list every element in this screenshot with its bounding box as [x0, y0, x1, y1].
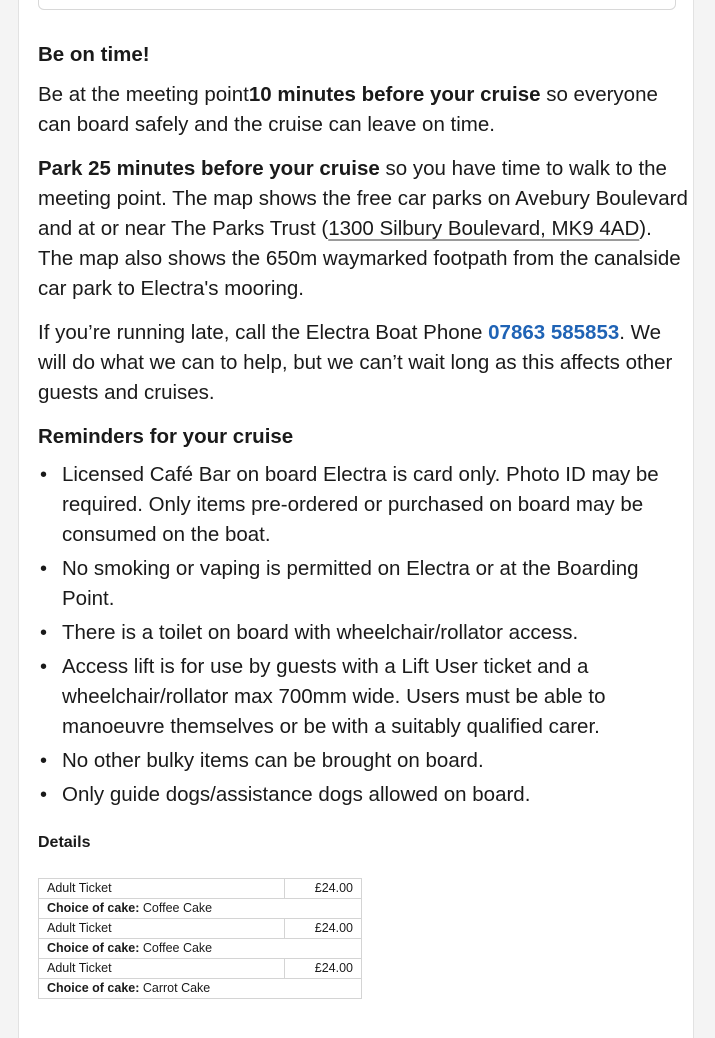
cake-choice-label: Choice of cake:: [47, 981, 140, 995]
bullet-icon: •: [40, 558, 48, 580]
bullet-icon: •: [40, 656, 48, 678]
ticket-price: £24.00: [285, 959, 362, 979]
p1-bold: 10 minutes before your cruise: [248, 83, 541, 106]
ticket-name: Adult Ticket: [39, 919, 285, 939]
reminder-text: No smoking or vaping is permitted on Electra or at the Boarding Point.: [62, 557, 639, 610]
cake-choice: [39, 899, 362, 919]
meeting-point-paragraph: [38, 80, 688, 140]
cake-choice: [39, 979, 362, 999]
ticket-row: [39, 919, 362, 939]
ticket-name: Adult Ticket: [39, 959, 285, 979]
ticket-option-row: [39, 979, 362, 999]
ticket-option-row: [39, 939, 362, 959]
reminder-text: Access lift is for use by guests with a Lift User ticket and a wheelchair/rollator max 700mm wide. Users must be able to manoeuvre themselves or be with a suitably qualified carer.: [62, 655, 606, 738]
ticket-row: [39, 879, 362, 899]
reminders-list: [38, 460, 688, 810]
cake-choice-label: Choice of cake:: [47, 941, 140, 955]
address-link[interactable]: 1300 Silbury Boulevard, MK9 4AD: [328, 217, 640, 240]
p3-text: If you’re running late, call the Electra Boat Phone: [38, 321, 489, 344]
reminder-item: [38, 652, 688, 742]
parking-paragraph: [38, 154, 688, 304]
p2-bold: Park 25 minutes before your cruise: [38, 157, 380, 180]
reminder-text: There is a toilet on board with wheelchair/rollator access.: [62, 621, 579, 644]
ticket-row: [39, 959, 362, 979]
bullet-icon: •: [40, 750, 48, 772]
running-late-paragraph: [38, 318, 688, 408]
ticket-price: £24.00: [285, 919, 362, 939]
cake-choice-value: Coffee Cake: [142, 941, 213, 955]
p1-text-end: so everyone can board safely and the cruise can leave on time.: [38, 83, 658, 136]
reminder-item: [38, 618, 688, 648]
bullet-icon: •: [40, 622, 48, 644]
cake-choice-value: Coffee Cake: [142, 901, 213, 915]
details-table: [38, 878, 362, 999]
reminder-text: Licensed Café Bar on board Electra is card only. Photo ID may be required. Only items pre-ordered or purchased on board may be consumed on the boat.: [62, 463, 659, 546]
details-heading: Details: [38, 834, 91, 851]
ticket-option-row: [39, 899, 362, 919]
reminder-item: [38, 746, 688, 776]
p1-text: Be at the meeting point: [38, 83, 249, 106]
reminders-heading: Reminders for your cruise: [38, 425, 294, 448]
ticket-name: Adult Ticket: [39, 879, 285, 899]
be-on-time-heading: Be on time!: [38, 43, 150, 66]
reminder-text: Only guide dogs/assistance dogs allowed on board.: [62, 783, 531, 806]
ticket-price: £24.00: [285, 879, 362, 899]
p2-text-end: ). The map also shows the 650m waymarked footpath from the canalside car park to Electra's mooring.: [38, 217, 681, 300]
bullet-icon: •: [40, 464, 48, 486]
email-content: [38, 40, 688, 999]
reminder-text: No other bulky items can be brought on board.: [62, 749, 484, 772]
boat-phone-link[interactable]: 07863 585853: [488, 321, 620, 344]
reminder-item: [38, 460, 688, 550]
bullet-icon: •: [40, 784, 48, 806]
cake-choice-value: Carrot Cake: [142, 981, 211, 995]
p2-text: so you have time to walk to the meeting point. The map shows the free car parks on Avebury Boulevard and at or near The Parks Trust (: [38, 157, 688, 240]
cake-choice: [39, 939, 362, 959]
cake-choice-label: Choice of cake:: [47, 901, 140, 915]
reminder-item: [38, 554, 688, 614]
reminder-item: [38, 780, 688, 810]
p3-text-end: . We will do what we can to help, but we can’t wait long as this affects other guests and cruises.: [38, 321, 673, 404]
previous-section-box: [38, 0, 676, 10]
